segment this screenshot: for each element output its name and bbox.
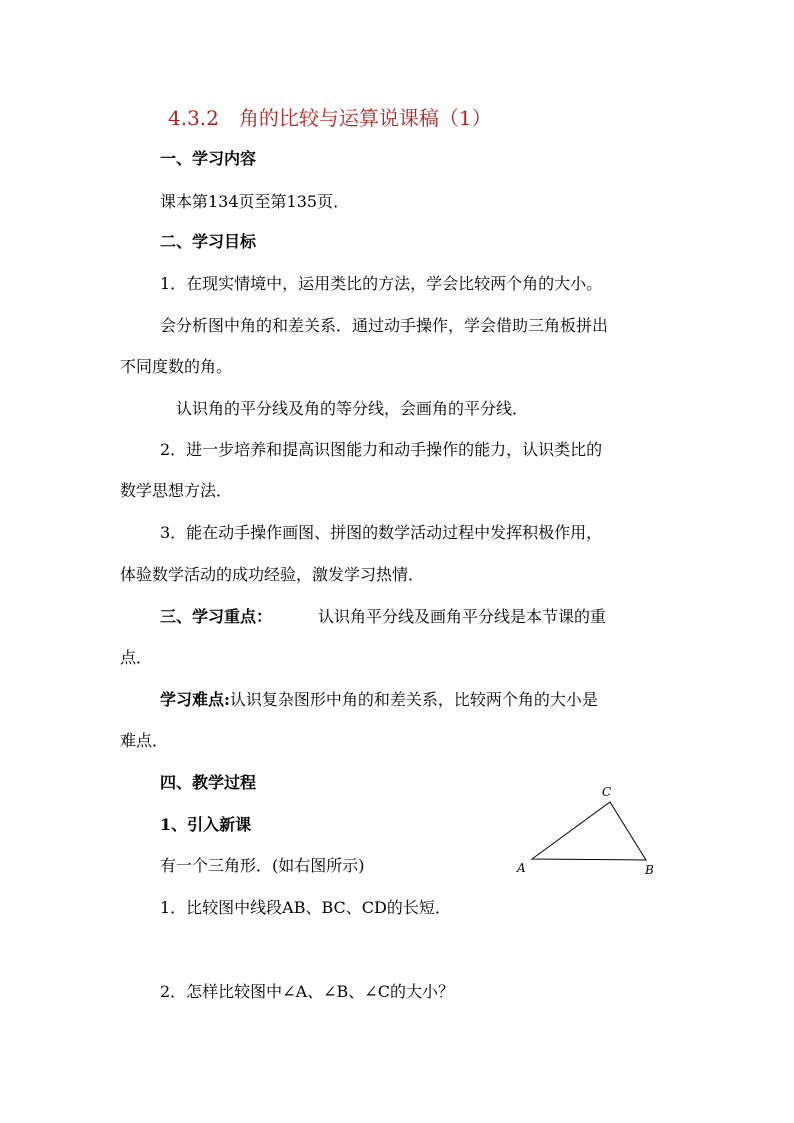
triangle-shape (532, 802, 646, 860)
section-heading-goals: 二、学习目标 (160, 232, 257, 251)
question-2: 2．怎样比较图中∠A、∠B、∠C的大小？ (160, 982, 454, 1001)
key-points-text: 认识角平分线及画角平分线是本节课的重 (318, 607, 607, 626)
goal-3-line-1: 3．能在动手操作画图、拼图的数学活动过程中发挥积极作用， (160, 523, 603, 542)
section-heading-key-points: 三、学习重点： (160, 607, 273, 626)
difficulty-text: 认识复杂图形中角的和差关系，比较两个角的大小是 (229, 690, 598, 709)
content-text: 课本第134页至第135页． (160, 192, 350, 211)
section-heading-content: 一、学习内容 (160, 149, 257, 168)
goal-1-line-1: 1．在现实情境中，运用类比的方法，学会比较两个角的大小。 (160, 274, 603, 293)
goal-2-line-2: 数学思想方法． (120, 481, 233, 500)
section-heading-process: 四、教学过程 (160, 773, 257, 792)
goal-3-line-2: 体验数学活动的成功经验，激发学习热情． (120, 565, 425, 584)
difficulty-line-2: 难点． (120, 731, 169, 750)
goal-1-line-3: 不同度数的角。 (120, 357, 233, 376)
intro-text: 有一个三角形．(如右图所示) (160, 856, 365, 875)
goal-1-line-2: 会分析图中角的和差关系．通过动手操作，学会借助三角板拼出 (160, 316, 609, 335)
difficulty-line-1 (160, 690, 598, 710)
question-1: 1．比较图中线段AB、BC、CD的长短． (160, 898, 451, 917)
vertex-label-a: A (517, 861, 526, 875)
difficulty-label: 学习难点: (160, 690, 230, 709)
goal-1-line-4: 认识角的平分线及角的等分线，会画角的平分线． (176, 399, 529, 418)
goal-2-line-1: 2．进一步培养和提高识图能力和动手操作的能力，认识类比的 (160, 440, 603, 459)
vertex-label-c: C (602, 785, 612, 799)
subsection-heading-intro: 1、引入新课 (160, 815, 252, 834)
page-title: 4.3.2 角的比较与运算说课稿（1） (168, 106, 492, 130)
vertex-label-b: B (645, 863, 654, 877)
triangle-figure (512, 780, 662, 880)
key-points-text-cont: 点． (120, 648, 153, 667)
